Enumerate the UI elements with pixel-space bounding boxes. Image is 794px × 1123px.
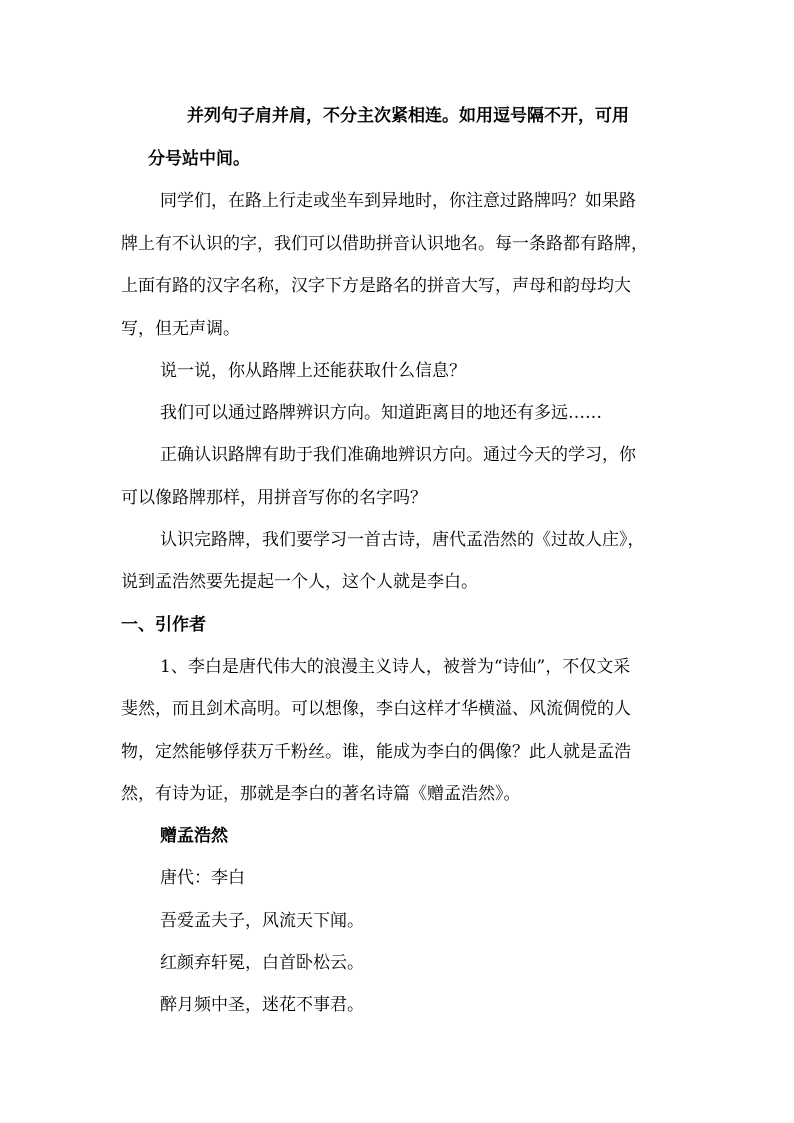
paragraph-line: 1、李白是唐代伟大的浪漫主义诗人，被誉为“诗仙”，不仅文采 — [160, 657, 631, 677]
paragraph-line: 上面有路的汉字名称，汉字下方是路名的拼音大写，声母和韵母均大 — [121, 276, 631, 296]
rhyme-line-2: 分号站中间。 — [148, 149, 250, 169]
poem-line: 醉月频中圣，迷花不事君。 — [160, 995, 364, 1015]
poem-title: 赠孟浩然 — [160, 826, 228, 846]
paragraph-line: 同学们，在路上行走或坐车到异地时，你注意过路牌吗？如果路 — [160, 191, 636, 211]
paragraph-line: 说一说，你从路牌上还能获取什么信息？ — [160, 361, 466, 381]
poem-line: 吾爱孟夫子，风流天下闻。 — [160, 911, 364, 931]
paragraph-line: 斐然，而且剑术高明。可以想像，李白这样才华横溢、风流倜傥的人 — [121, 699, 631, 719]
paragraph-line: 写，但无声调。 — [121, 319, 240, 339]
paragraph-line: 物，定然能够俘获万千粉丝。谁，能成为李白的偶像？此人就是孟浩 — [121, 742, 631, 762]
paragraph-line: 我们可以通过路牌辨识方向。知道距离目的地还有多远…… — [160, 403, 602, 423]
paragraph-line: 正确认识路牌有助于我们准确地辨识方向。通过今天的学习，你 — [160, 445, 636, 465]
section-heading: 一、引作者 — [121, 615, 206, 635]
poem-author: 唐代：李白 — [160, 868, 245, 888]
paragraph-line: 牌上有不认识的字，我们可以借助拼音认识地名。每一条路都有路牌， — [121, 234, 648, 254]
paragraph-line: 然，有诗为证，那就是李白的著名诗篇《赠孟浩然》。 — [121, 784, 521, 804]
paragraph-line: 说到孟浩然要先提起一个人，这个人就是李白。 — [121, 572, 478, 592]
paragraph-line: 可以像路牌那样，用拼音写你的名字吗？ — [121, 488, 427, 508]
poem-line: 红颜弃轩冕，白首卧松云。 — [160, 953, 364, 973]
paragraph-line: 认识完路牌，我们要学习一首古诗，唐代孟浩然的《过故人庄》， — [160, 530, 645, 550]
rhyme-line-1: 并列句子肩并肩，不分主次紧相连。如用逗号隔不开，可用 — [187, 106, 629, 126]
